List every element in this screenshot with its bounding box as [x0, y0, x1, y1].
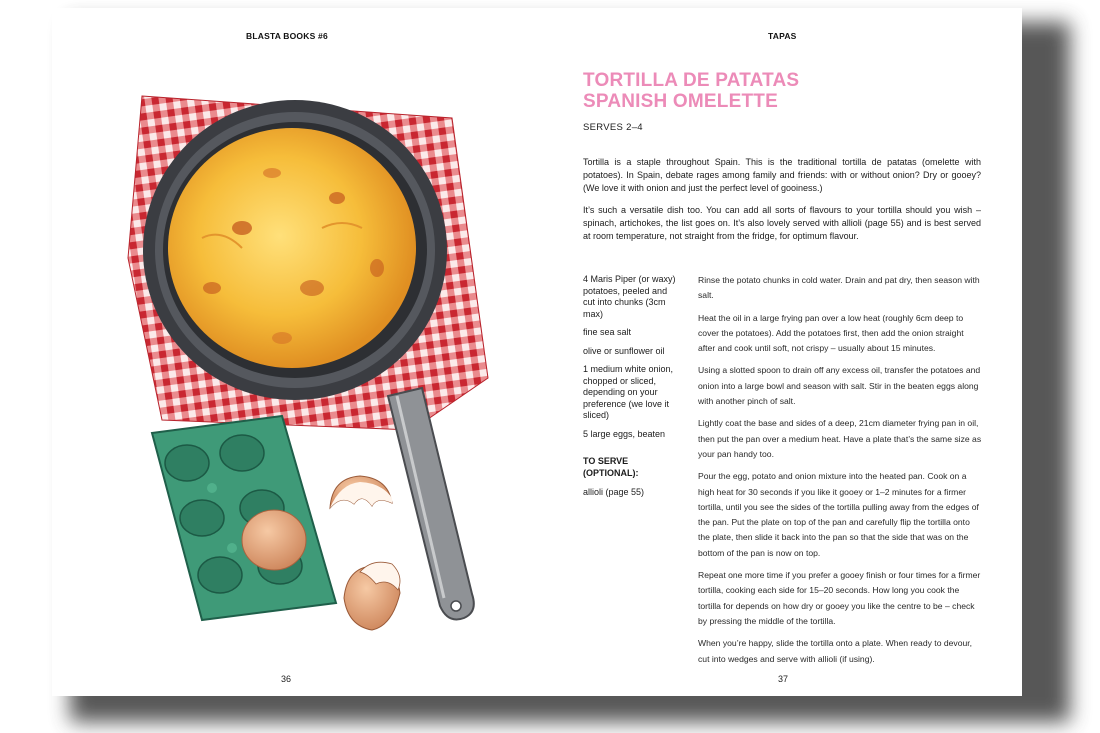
left-page	[52, 8, 537, 696]
tortilla-illustration	[92, 78, 512, 648]
right-page	[537, 8, 1022, 696]
to-serve-heading: TO SERVE (OPTIONAL):	[583, 456, 639, 478]
to-serve-item: allioli (page 55)	[583, 487, 645, 497]
ingredient-item: 1 medium white onion, chopped or sliced, depending on your preference (we love it sliced)	[583, 364, 674, 420]
method-step: When you’re happy, slide the tortilla onto a plate. When ready to devour, cut into wedges and serve with allioli (if using).	[698, 638, 973, 664]
left-running-head: BLASTA BOOKS #6	[246, 31, 328, 41]
cracked-egg-shell	[344, 562, 400, 630]
pan-handle	[388, 388, 474, 620]
intro-paragraph: Tortilla is a staple throughout Spain. This is the traditional tortilla de patatas (omelette with potatoes). In Spain, debate rages among family and friends: with or without onion? Dry or gooey? (We love it with onion and just the perfect level of gooiness.)	[583, 157, 981, 193]
egg-carton	[152, 416, 336, 620]
method-step: Pour the egg, potato and onion mixture into the heated pan. Cook on a high heat for 30 seconds if you like it gooey or 1–2 minutes for a firmer tortilla, until you see the sides of the tortilla pulling away from the edges of the pan. Put the plate on top of the pan and carefully flip the tortilla onto the plate, then slide it back into the pan so that the side that was on the bottom of the pan is now on top.	[698, 471, 979, 558]
method-step: Lightly coat the base and sides of a deep, 21cm diameter frying pan in oil, then put the pan over a medium heat. Have a plate that’s the same size as your pan handy too.	[698, 418, 982, 459]
ingredient-item: fine sea salt	[583, 327, 632, 337]
method-step: Repeat one more time if you prefer a gooey finish or four times for a firmer tortilla, cooking each side for 15–20 seconds. How long you cook the tortilla for depends on how dry or gooey you like the centre to be – check by pressing the middle of the tortilla.	[698, 570, 981, 626]
ingredient-list	[583, 274, 681, 506]
intro-paragraph: It’s such a versatile dish too. You can add all sorts of flavours to your tortilla should you wish – spinach, artichokes, the list goes on. It’s also lovely served with allioli (page 55) and is best served at room temperature, not straight from the fridge, for optimum flavour.	[583, 205, 981, 241]
method-steps	[698, 273, 982, 674]
cracked-egg-shell	[330, 476, 392, 508]
recipe-title-spanish: TORTILLA DE PATATAS	[583, 70, 800, 91]
left-page-number: 36	[281, 674, 292, 684]
ingredient-item: 4 Maris Piper (or waxy) potatoes, peeled and cut into chunks (3cm max)	[583, 274, 676, 319]
recipe-title	[583, 70, 799, 112]
tortilla	[168, 128, 416, 368]
recipe-title-english: SPANISH OMELETTE	[583, 91, 778, 112]
method-step: Rinse the potato chunks in cold water. Drain and pat dry, then season with salt.	[698, 275, 980, 301]
method-step: Heat the oil in a large frying pan over a low heat (roughly 6cm deep to cover the potatoes). Add the potatoes first, then add the onion straight after and cook until soft, not crispy – usually about 15 minutes.	[698, 312, 964, 354]
right-running-head: TAPAS	[768, 31, 797, 41]
ingredient-item: 5 large eggs, beaten	[583, 428, 666, 439]
book-spread	[52, 8, 1022, 696]
whole-egg	[242, 510, 306, 570]
right-page-number: 37	[778, 674, 789, 684]
method-step: Using a slotted spoon to drain off any excess oil, transfer the potatoes and onion into a large bowl and season with salt. Stir in the beaten eggs along with another pinch of salt.	[698, 365, 981, 407]
ingredient-item: olive or sunflower oil	[583, 345, 665, 356]
serves-label: SERVES 2–4	[583, 122, 643, 133]
recipe-intro	[583, 156, 981, 252]
